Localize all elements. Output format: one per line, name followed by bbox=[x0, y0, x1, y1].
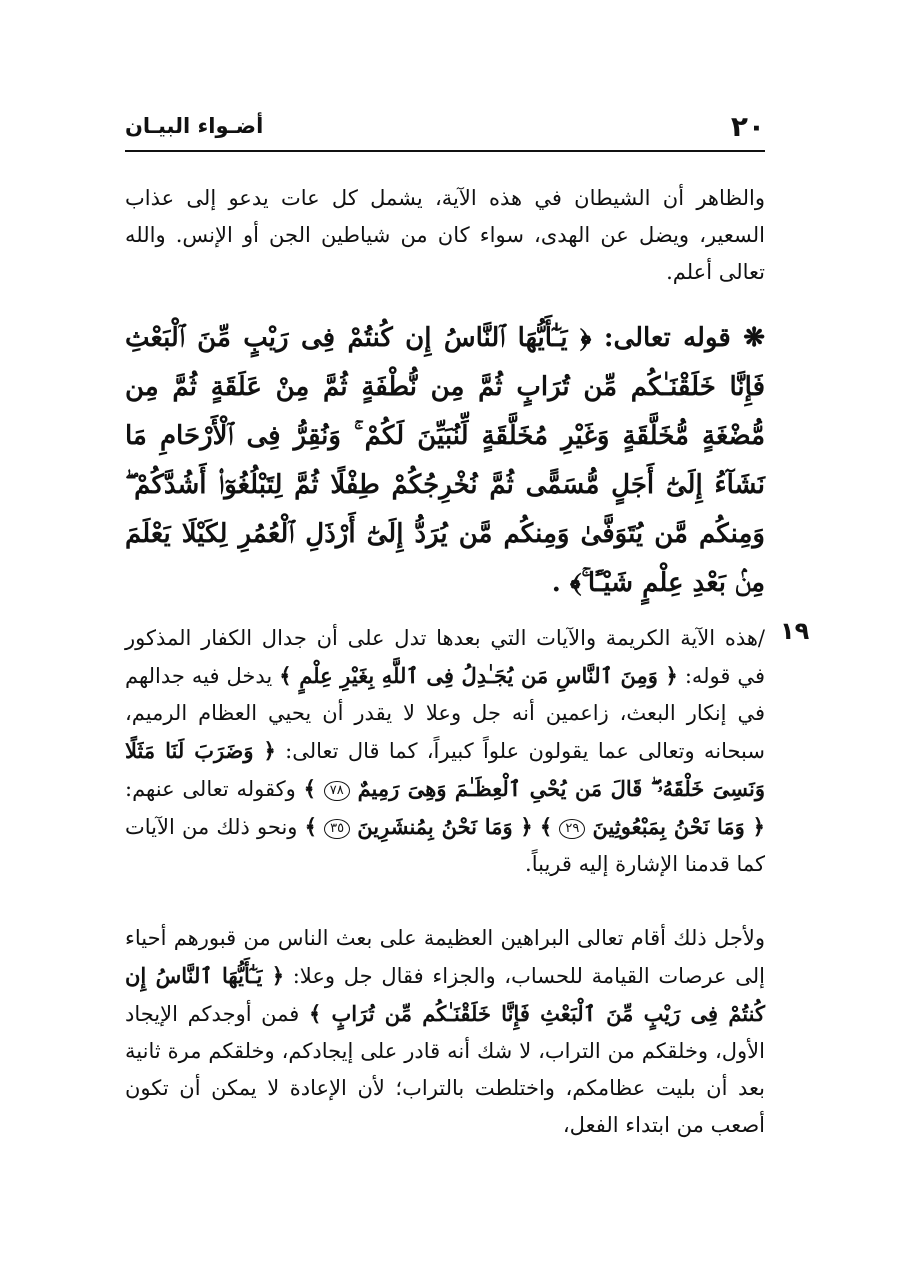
verse-end-mark: . bbox=[551, 568, 561, 598]
text-segment: ونحو ذلك من الآيات كما قدمنا الإشارة إليه قريباً. bbox=[125, 815, 765, 876]
text-segment: ولأجل ذلك أقام تعالى البراهين العظيمة على بعث الناس من قبورهم أحياء إلى عرصات القيامة للحساب، والجزاء فقال جل وعلا: bbox=[125, 926, 765, 988]
original-page-marker: ١٩ bbox=[780, 617, 810, 645]
text-segment: يدخل فيه جدالهم في إنكار البعث، زاعمين أنه جل وعلا لا يقدر أن يحيي العظام الرميم، سبحانه وتعالى عما يقولون علواً كبيراً، كما قال تعالى: bbox=[125, 664, 765, 763]
text-segment: /هذه الآية الكريمة والآيات التي بعدها تدل على أن جدال الكفار المذكور في قوله: bbox=[125, 626, 765, 688]
page-number: ٢٠ bbox=[730, 110, 765, 143]
quran-verse: ﴿ يَـٰٓأَيُّهَا ٱلنَّاسُ إِن كُنتُمْ فِى رَيْبٍ مِّنَ ٱلْبَعْثِ فَإِنَّا خَلَقْنَـٰكُم مِّن تُرَابٍ ثُمَّ مِن نُّطْفَةٍ ثُمَّ مِنْ عَلَقَةٍ ثُمَّ مِن مُّضْغَةٍ مُّخَلَّقَةٍ وَغَيْرِ مُخَلَّقَةٍ لِّنُبَيِّنَ لَكُمْ ۚ وَنُقِرُّ فِى ٱلْأَرْحَامِ مَا نَشَآءُ إِلَىٰٓ أَجَلٍ مُّسَمًّى ثُمَّ نُخْرِجُكُمْ طِفْلًا ثُمَّ لِتَبْلُغُوٓا۟ أَشُدَّكُمْ ۖ وَمِنكُم مَّن يُتَوَفَّىٰ وَمِنكُم مَّن يُرَدُّ إِلَىٰٓ أَرْذَلِ ٱلْعُمُرِ لِكَيْلَا يَعْلَمَ مِنۢ بَعْدِ عِلْمٍ شَيْـًٔا ۚ﴾ bbox=[125, 323, 765, 598]
inline-verse: ﴿ وَمَا نَحْنُ بِمُنشَرِينَ bbox=[357, 814, 533, 839]
verse-intro-label: ❋ قوله تعالى: bbox=[603, 323, 765, 353]
paragraph-text bbox=[125, 920, 765, 1144]
verse-close-bracket: ﴾ bbox=[304, 814, 317, 839]
inline-verse: ﴿ وَضَرَبَ لَنَا مَثَلًا وَنَسِىَ خَلْقَهُۥ ۖ قَالَ مَن يُحْىِ ٱلْعِظَـٰمَ وَهِىَ رَمِيمٌ bbox=[125, 738, 765, 801]
inline-verse: ﴿ وَمِنَ ٱلنَّاسِ مَن يُجَـٰدِلُ فِى ٱللَّهِ بِغَيْرِ عِلْمٍ ﴾ bbox=[279, 663, 678, 688]
verse-close-bracket: ﴾ bbox=[303, 776, 316, 801]
inline-verse: ﴿ يَـٰٓأَيُّهَا ٱلنَّاسُ إِن كُنتُمْ فِى رَيْبٍ مِّنَ ٱلْبَعْثِ فَإِنَّا خَلَقْنَـٰكُم مِّن تُرَابٍ ﴾ bbox=[125, 963, 765, 1026]
verse-number-badge: ٣٥ bbox=[324, 819, 350, 839]
paragraph-shaitan bbox=[125, 180, 765, 291]
verse-number-badge: ٧٨ bbox=[324, 781, 350, 801]
running-title: أضـواء البيـان bbox=[125, 114, 264, 138]
paragraph-text bbox=[125, 620, 765, 883]
quran-verse-block bbox=[125, 314, 765, 608]
page-header bbox=[125, 108, 765, 152]
text-segment: فمن أوجدكم الإيجاد الأول، وخلقكم من التراب، لا شك أنه قادر على إيجادكم، وخلقكم مرة ثانية بعد أن بليت عظامكم، واختلطت بالتراب؛ لأن الإعادة لا يمكن أن تكون أصعب من ابتداء الفعل، bbox=[125, 1002, 765, 1137]
paragraph-barahin bbox=[125, 920, 765, 1144]
text-segment: وكقوله تعالى عنهم: bbox=[125, 777, 296, 801]
verse-number-badge: ٢٩ bbox=[559, 819, 585, 839]
verse-close-bracket: ﴾ bbox=[539, 814, 553, 839]
paragraph-jidal bbox=[125, 620, 765, 883]
inline-verse: ﴿ وَمَا نَحْنُ بِمَبْعُوثِينَ bbox=[592, 814, 765, 839]
paragraph-text: والظاهر أن الشيطان في هذه الآية، يشمل كل عات يدعو إلى عذاب السعير، ويضل عن الهدى، سواء كان من شياطين الجن أو الإنس. والله تعالى أعلم. bbox=[125, 186, 765, 284]
